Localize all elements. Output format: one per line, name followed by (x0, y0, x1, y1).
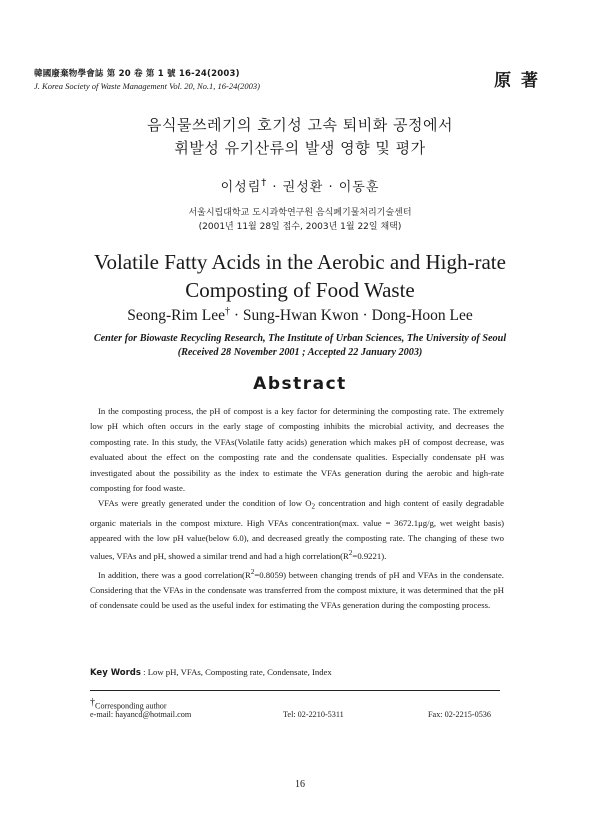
corresponding-mark: † (261, 177, 268, 189)
page-number: 16 (295, 779, 305, 790)
english-authors (0, 306, 600, 325)
english-author-1: Seong-Rim Lee (127, 307, 225, 325)
abstract-p2-superscript: 2 (348, 549, 353, 558)
abstract-p2-text-c: =0.9221). (352, 551, 387, 562)
abstract-paragraph-3 (90, 565, 504, 614)
korean-title (0, 114, 600, 160)
korean-title-line1: 음식물쓰레기의 호기성 고속 퇴비화 공정에서 (147, 116, 453, 134)
korean-authors (0, 176, 600, 195)
keywords (90, 667, 332, 678)
abstract-p2-text-a: VFAs were greatly generated under the condition of low O (98, 498, 312, 509)
abstract-p2-subscript: 2 (311, 503, 316, 512)
english-affiliation (58, 332, 542, 360)
footnote-divider (90, 690, 500, 691)
abstract-p2-text-b: concentration and high content of easily degradable organic materials in the compost mixture. High VFAs concentration(max. value = 3672.1μg/g, wet weight basis) appeared with the low pH value(below 6.0), and decreased greatly the composting rate. The changing of these two values, VFAs and pH, showed a similar trend and had a high correlation(R (90, 498, 504, 562)
english-title-line1: Volatile Fatty Acids in the Aerobic and High-rate (94, 250, 506, 274)
keywords-list: : Low pH, VFAs, Composting rate, Condensate, Index (140, 667, 332, 677)
english-affiliation-name: Center for Biowaste Recycling Research, The Institute of Urban Sciences, The University of Seoul (93, 333, 507, 344)
english-dates: (Received 28 November 2001 ; Accepted 22 January 2003) (177, 347, 423, 358)
korean-affiliation-name: 서울시립대학교 도시과학연구원 음식폐기물처리기술센터 (188, 208, 412, 218)
abstract-p3-superscript: 2 (250, 567, 255, 576)
english-authors-rest: · Sung-Hwan Kwon · Dong-Hoon Lee (229, 307, 473, 325)
article-type-badge: 原 著 (494, 71, 540, 91)
corresponding-mark-en: † (224, 306, 230, 317)
abstract-paragraph-2 (90, 496, 504, 564)
footnote-email: e-mail: hayancd@hotmail.com (90, 710, 192, 719)
keywords-label: Key Words (90, 668, 141, 678)
korean-author-1: 이성림 (220, 180, 262, 195)
korean-affiliation (0, 206, 600, 234)
journal-header (34, 68, 260, 92)
journal-name-english: J. Korea Society of Waste Management Vol. 20, No.1, 16-24(2003) (34, 81, 261, 91)
abstract-p3-text-a: In addition, there was a good correlation(R (98, 569, 251, 580)
journal-name-korean: 韓國廢棄物學會誌 第 20 卷 第 1 號 16-24(2003) (34, 69, 240, 79)
abstract-paragraph-1: In the composting process, the pH of compost is a key factor for determining the composting rate. The extremely low pH which often occurs in the early stage of composting inhibits the microbial activity, and decreases the composting rate. In this study, the VFAs(Volatile fatty acids) generation which makes pH of compost decrease, was evaluated about the effect on the composting rate and the condensate qualities. Especially condensate pH was investigated about the possibility as the index to estimate the VFAs generation during the aerobic and high-rate composting for food waste. (90, 406, 504, 494)
abstract-heading: Abstract (253, 374, 347, 394)
korean-authors-rest: · 권성환 · 이동훈 (267, 180, 380, 195)
footnote-mark: † (90, 697, 95, 708)
footnote-label: Corresponding author (95, 701, 167, 711)
footnote-fax: Fax: 02-2215-0536 (428, 710, 491, 719)
abstract-p3-text-b: =0.8059) between changing trends of pH and VFAs in the condensate. Considering that the VFAs in the condensate was transferred from the compost mixture, it was determined that the pH of condensate could be used as the useful index for estimating the VFAs generation during the composting process. (90, 569, 504, 611)
english-title (0, 248, 600, 304)
abstract-body (90, 404, 504, 614)
english-title-line2: Composting of Food Waste (185, 278, 415, 302)
korean-dates: (2001년 11월 28일 접수, 2003년 1월 22일 채택) (198, 222, 402, 232)
korean-title-line2: 휘발성 유기산류의 발생 영향 및 평가 (174, 139, 426, 157)
footnote-tel: Tel: 02-2210-5311 (283, 710, 344, 719)
